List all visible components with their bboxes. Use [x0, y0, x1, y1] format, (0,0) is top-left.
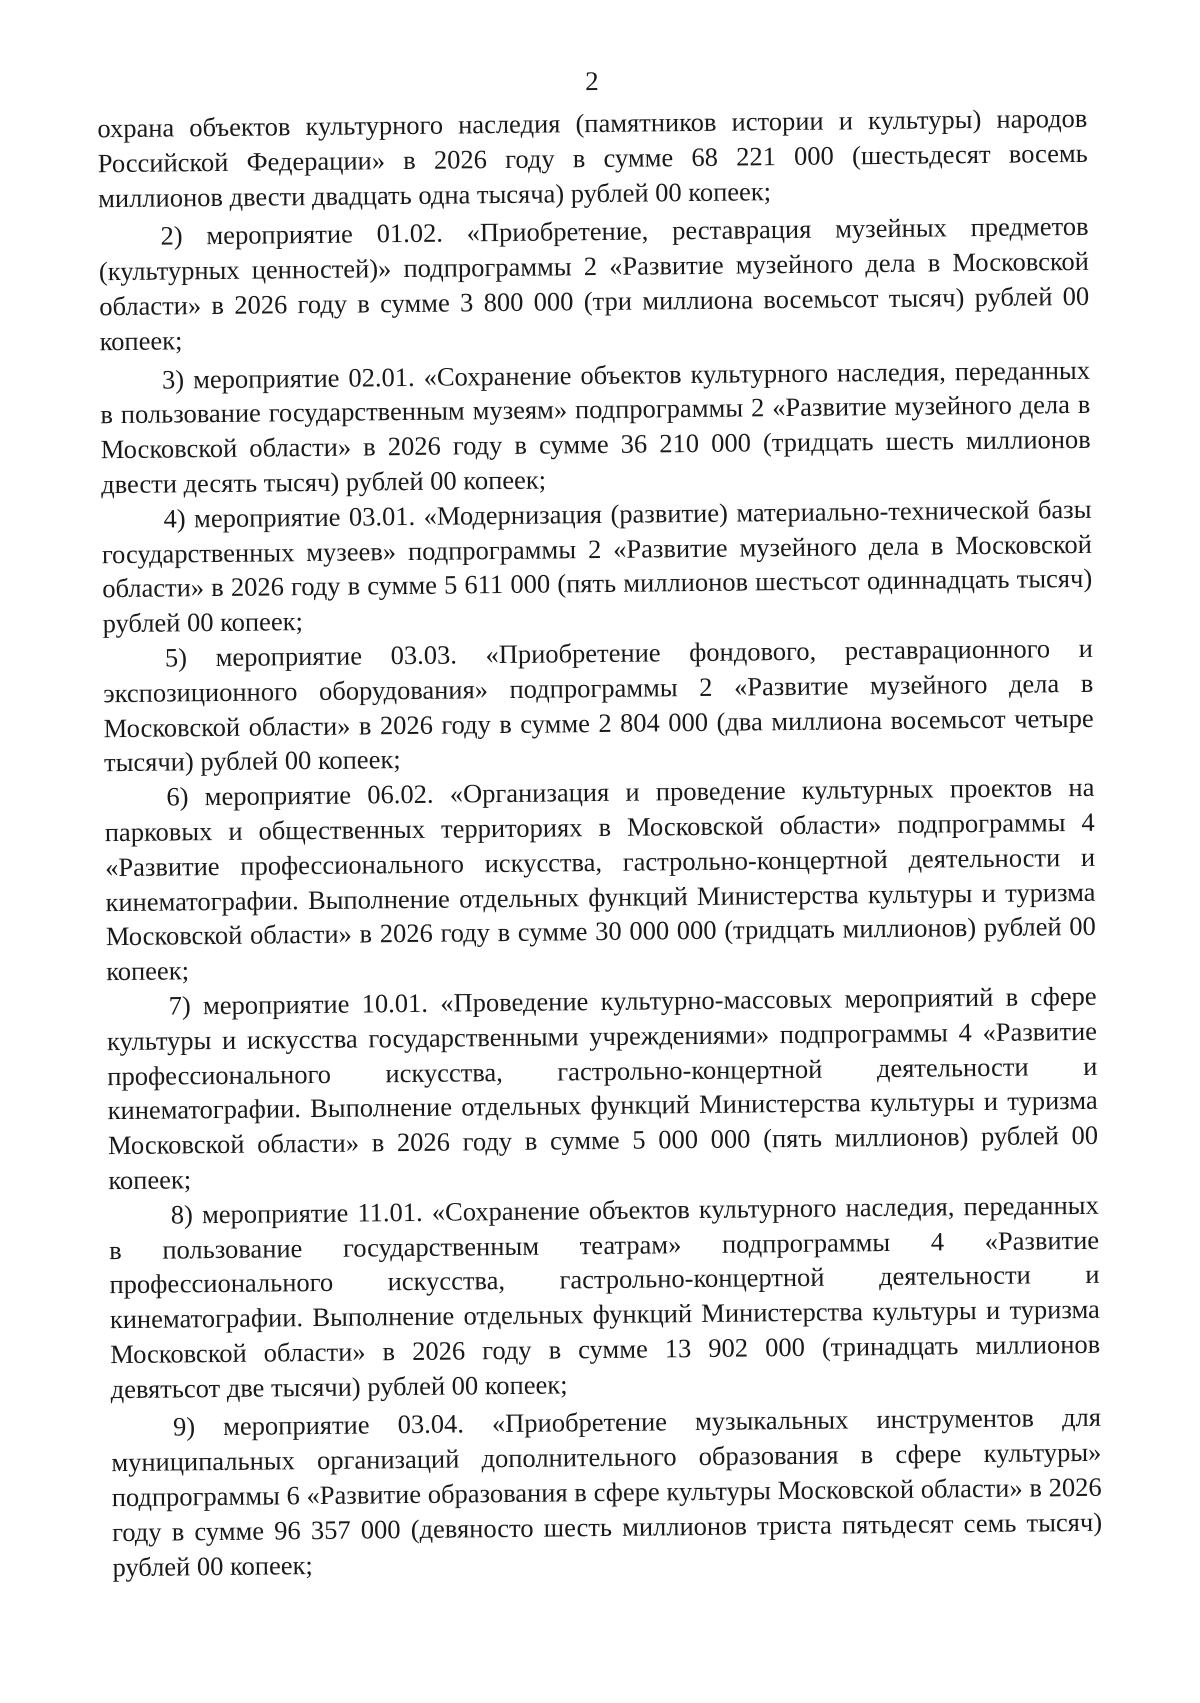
paragraph-item-4: 4) мероприятие 03.01. «Модернизация (развитие) материально-технической базы государственных музеев» подпрограммы 2 «Развитие музейного дела в Московской области» в 2026 году в сумме 5 611 000 (пять миллионов шестьсот одиннадцать тысяч) рублей 00 копеек;	[101, 493, 1093, 639]
paragraph-item-5: 5) мероприятие 03.03. «Приобретение фондового, реставрационного и экспозиционного оборудования» подпрограммы 2 «Развитие музейного дела в Московской области» в 2026 году в сумме 2 804 000 (два миллиона восемьсот четыре тысячи) рублей 00 копеек;	[103, 632, 1094, 778]
paragraph-item-2: 2) мероприятие 01.02. «Приобретение, реставрация музейных предметов (культурных ценностей)» подпрограммы 2 «Развитие музейного дела в Московской области» в 2026 году в сумме 3 800 000 (три миллиона восемьсот тысяч) рублей 00 копеек;	[98, 211, 1090, 356]
paragraph-item-7: 7) мероприятие 10.01. «Проведение культурно-массовых мероприятий в сфере культуры и искусства государственными учреждениями» подпрограммы 4 «Развитие профессионального искусства, гастрольно-концертной деятельности и кинематографии. Выполнение отдельных функций Министерства культуры и туризма Московской области» в 2026 году в сумме 5 000 000 (пять миллионов) рублей 00 копеек;	[106, 980, 1099, 1196]
page-number: 2	[585, 65, 599, 97]
paragraph-item-6: 6) мероприятие 06.02. «Организация и проведение культурных проектов на парковых и общественных территориях в Московской области» подпрограммы 4 «Развитие профессионального искусства, гастрольно-концертной деятельности и кинематографии. Выполнение отдельных функций Министерства культуры и туризма Московской области» в 2026 году в сумме 30 000 000 (тридцать миллионов) рублей 00 копеек;	[104, 771, 1096, 987]
document-body	[97, 101, 1102, 1585]
paragraph-continuation: охрана объектов культурного наследия (памятников истории и культуры) народов Российской Федерации» в 2026 году в сумме 68 221 000 (шестьдесят восемь миллионов двести двадцать одна тысяча) рублей 00 копеек;	[97, 102, 1088, 213]
paragraph-item-8: 8) мероприятие 11.01. «Сохранение объектов культурного наследия, переданных в пользование государственным театрам» подпрограммы 4 «Развитие профессионального искусства, гастрольно-концертной деятельности и кинематографии. Выполнение отдельных функций Министерства культуры и туризма Московской области» в 2026 году в сумме 13 902 000 (тринадцать миллионов девятьсот две тысячи) рублей 00 копеек;	[109, 1189, 1101, 1404]
paragraph-item-3: 3) мероприятие 02.01. «Сохранение объектов культурного наследия, переданных в пользование государственным музеям» подпрограммы 2 «Развитие музейного дела в Московской области» в 2026 году в сумме 36 210 000 (тридцать шесть миллионов двести десять тысяч) рублей 00 копеек;	[100, 354, 1091, 500]
paragraph-item-9: 9) мероприятие 03.04. «Приобретение музыкальных инструментов для муниципальных организаций дополнительного образования в сфере культуры» подпрограммы 6 «Развитие образования в сфере культуры Московской области» в 2026 году в сумме 96 357 000 (девяносто шесть миллионов триста пятьдесят семь тысяч) рублей 00 копеек;	[111, 1402, 1103, 1582]
